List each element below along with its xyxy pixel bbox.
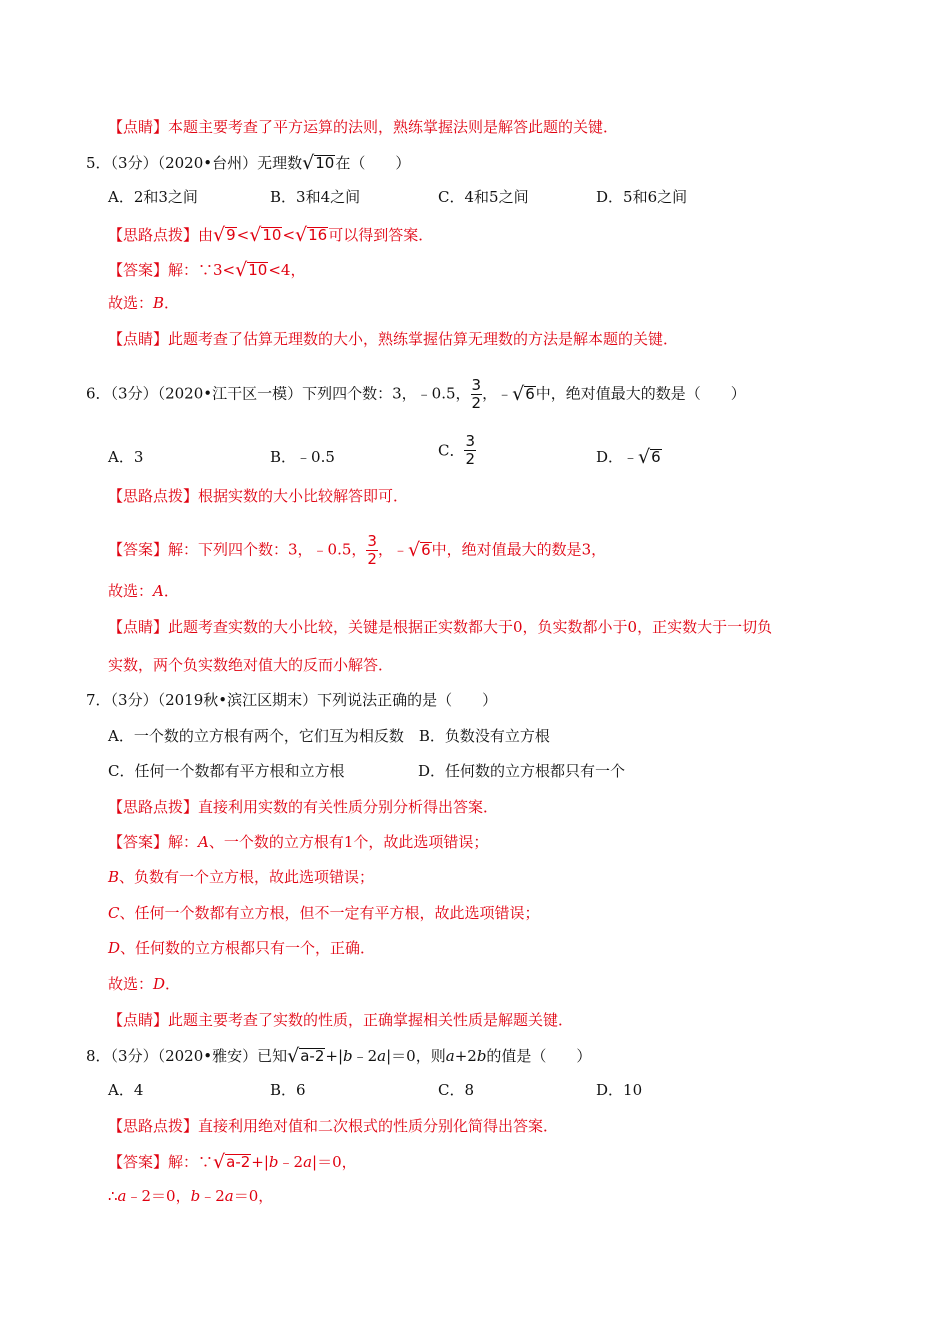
q8-header: 8．（3分）（2020•雅安）已知√a-2+|b﹣2a|＝0，则a+2b的值是（ ） [86,1045,592,1067]
sqrt-symbol: √6 [407,538,431,561]
q5-review: 【点睛】此题考查了估算无理数的大小，熟练掌握估算无理数的方法是解本题的关键． [108,330,679,348]
q6-review-line2: 实数，两个负实数绝对值大的反而小解答． [108,656,394,674]
q7-option-d: D．任何数的立方根都只有一个 [418,762,626,780]
q6-choice: 故选：A． [108,582,179,600]
q5-header [86,153,410,173]
q6-review-line1: 【点睛】此题考查实数的大小比较，关键是根据正实数都大于0，负实数都小于0，正实数大于一切负 [108,618,773,636]
q5-header-text: 5．（3分）（2020•台州）无理数 [86,154,303,172]
q5-option-a: A．2和3之间 [108,188,198,206]
q7-header: 7．（3分）（2019秋•滨江区期末）下列说法正确的是（ ） [86,691,498,709]
q7-review: 【点睛】此题主要考查了实数的性质，正确掌握相关性质是解题关键． [108,1011,574,1029]
q8-hint: 【思路点拨】直接利用绝对值和二次根式的性质分别化简得出答案． [108,1117,559,1135]
q8-option-c: C．8 [438,1081,475,1099]
q8-answer: 【答案】解：∵√a-2+|b﹣2a|＝0， [108,1151,357,1173]
q7-answer-b: B、负数有一个立方根，故此选项错误； [108,868,375,886]
q7-answer-a: 【答案】解：A、一个数的立方根有1个，故此选项错误； [108,833,489,851]
q5-option-d: D．5和6之间 [596,188,688,206]
q5-option-c: C．4和5之间 [438,188,529,206]
sqrt-symbol: √16 [295,224,328,246]
q6-option-b: B．﹣0.5 [270,448,335,466]
q5-answer: 【答案】解：∵3<√10<4， [108,259,306,281]
q8-option-b: B．6 [270,1081,306,1099]
q8-option-d: D．10 [596,1081,643,1099]
q5-choice: 故选：B． [108,294,180,312]
q6-option-d: D．﹣√6 [596,446,661,468]
q7-option-ab: A．一个数的立方根有两个，它们互为相反数 B．负数没有立方根 [108,727,550,745]
sqrt-symbol: √a-2 [213,1151,251,1173]
sqrt-symbol: √6 [512,382,535,405]
q5-option-b: B．3和4之间 [270,188,361,206]
sqrt-symbol: √a-2 [287,1045,325,1067]
q6-answer: 【答案】解：下列四个数：3，﹣0.5， $\frac{3}{2}$ ，﹣√6中，绝对值最大的数是3， [108,532,607,568]
q4-review: 【点睛】本题主要考查了平方运算的法则，熟练掌握法则是解答此题的关键． [108,118,619,136]
q8-step: ∴a﹣2＝0，b﹣2a＝0， [108,1187,274,1205]
q7-hint: 【思路点拨】直接利用实数的有关性质分别分析得出答案． [108,798,499,816]
sqrt-symbol: √6 [638,446,661,468]
q6-option-a: A．3 [108,448,144,466]
q5-hint: 【思路点拨】由√9<√10<√16可以得到答案． [108,224,434,246]
sqrt-symbol: √10 [235,259,268,281]
sqrt-symbol: √10 [249,224,282,246]
q6-header: 6．（3分）（2020•江干区一模）下列四个数：3，﹣0.5， $\frac{3}{2}$ ，﹣√6中，绝对值最大的数是（ ） [86,376,746,412]
fraction: $\frac{3}{2}$ [465,432,476,468]
q6-option-c: C． $\frac{3}{2}$ [438,432,476,468]
q7-option-c: C．任何一个数都有平方根和立方根 [108,762,345,780]
q7-answer-d: D、任何数的立方根都只有一个，正确． [108,939,376,957]
q5-header-post: 在（ ） [335,154,411,172]
sqrt-symbol: √9 [213,224,236,246]
q8-option-a: A．4 [108,1081,144,1099]
sqrt-symbol: √10 [302,152,335,174]
q7-answer-c: C、任何一个数都有立方根，但不一定有平方根，故此选项错误； [108,904,540,922]
fraction: $\frac{3}{2}$ [471,376,482,412]
q6-hint: 【思路点拨】根据实数的大小比较解答即可． [108,487,409,505]
q7-choice: 故选：D． [108,975,181,993]
fraction: $\frac{3}{2}$ [367,532,377,568]
